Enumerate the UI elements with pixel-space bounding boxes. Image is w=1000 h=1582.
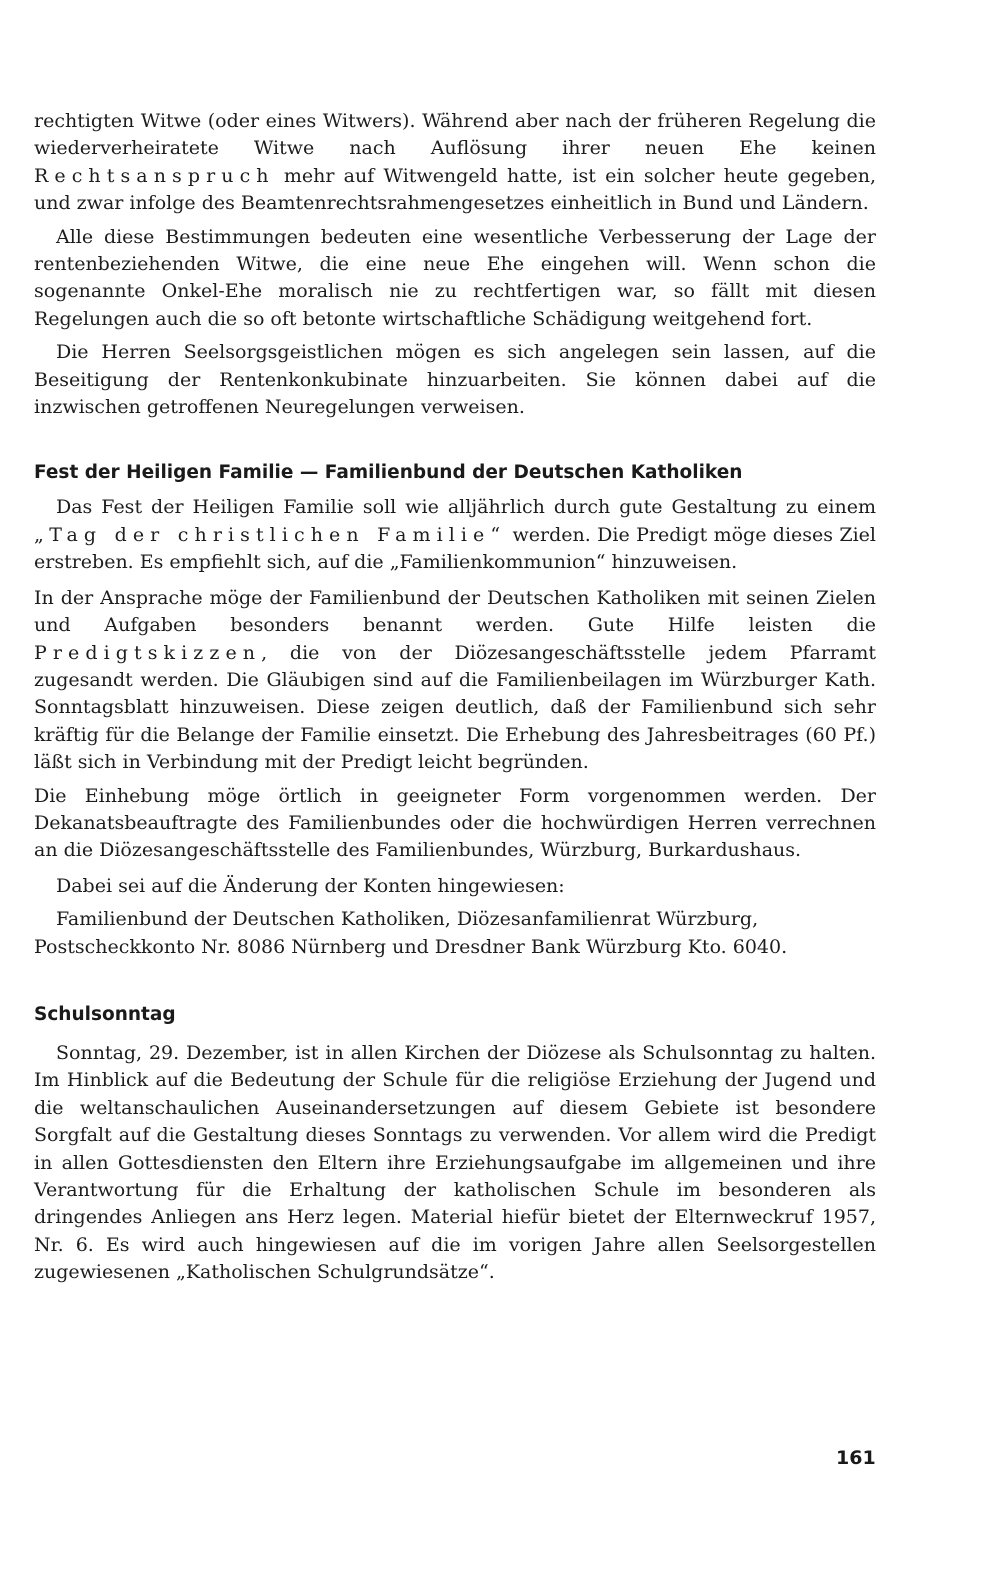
spaced-emphasis: Predigtskizzen — [34, 641, 262, 664]
paragraph-fest-heilige-familie — [34, 494, 876, 576]
paragraph-ansprache — [34, 585, 876, 777]
address-line: Postscheckkonto Nr. 8086 Nürnberg und Dresdner Bank Würzburg Kto. 6040. — [34, 935, 788, 958]
paragraph-witwe-regelung — [34, 108, 876, 218]
paragraph-seelsorgsgeistliche: Die Herren Seelsorgsgeistlichen mögen es sich angelegen sein lassen, auf die Beseitigung der Rentenkonkubinate hinzuarbeiten. Sie können dabei auf die inzwischen getroffenen Neuregelungen verweisen. — [34, 341, 876, 419]
account-address-block — [34, 906, 876, 961]
document-page — [34, 108, 876, 1287]
paragraph-text: In der Ansprache möge der Familienbund der Deutschen Katholiken mit seinen Zielen und Aufgaben besonders benannt werden. Gute Hilfe leisten die — [34, 586, 876, 637]
section-heading-schulsonntag: Schulsonntag — [34, 1003, 176, 1025]
spaced-emphasis: Rechtsanspruch — [34, 164, 275, 187]
section-heading-familienbund: Fest der Heiligen Familie — Familienbund der Deutschen Katholiken — [34, 462, 743, 484]
paragraph-text: Das Fest der Heiligen Familie soll wie alljährlich durch gute Gestaltung zu einem — [56, 496, 876, 519]
paragraph-text: , die von der Diözesangeschäftsstelle jedem Pfarramt zugesandt werden. Die Gläubigen sind auf die Familienbeilagen im Würzburger Kath. Sonntagsblatt hinzuweisen. Diese zeigen deutlich, daß der Familienbund sich sehr kräftig für die Belange der Familie einsetzt. Die Erhebung des Jahresbeitrages (60 Pf.) läßt sich in Verbindung mit der Predigt leicht begründen. — [34, 641, 876, 774]
paragraph-text: mehr auf Witwengeld hatte, ist ein solcher heute gegeben, und zwar infolge des Beamtenrechtsrahmengesetzes einheitlich in Bund und Ländern. — [34, 164, 876, 215]
paragraph-bestimmungen: Alle diese Bestimmungen bedeuten eine wesentliche Verbesserung der Lage der rentenbeziehenden Witwe, die eine neue Ehe eingehen will. Wenn schon die sogenannte Onkel-Ehe moralisch nie zu rechtfertigen war, so fällt mit diesen Regelungen auch die so oft betonte wirtschaftliche Schädigung weitgehend fort. — [34, 225, 876, 330]
paragraph-text: rechtigten Witwe (oder eines Witwers). Während aber nach der früheren Regelung die wiederverheiratete Witwe nach Auflösung ihrer neuen Ehe keinen — [34, 110, 876, 160]
paragraph-konten-hinweis: Dabei sei auf die Änderung der Konten hingewiesen: — [56, 874, 565, 897]
paragraph-text: werden. Die Predigt möge dieses Ziel erstreben. Es empfiehlt sich, auf die „Familienkommunion“ hinzuweisen. — [34, 523, 876, 574]
paragraph-einhebung: Die Einhebung möge örtlich in geeigneter Form vorgenommen werden. Der Dekanatsbeauftragte des Familienbundes oder die hochwürdigen Herren verrechnen an die Diözesangeschäftsstelle des Familienbundes, Würzburg, Burkardushaus. — [34, 784, 876, 862]
spaced-emphasis: „Tag der christlichen Familie“ — [34, 523, 507, 546]
page-number: 161 — [836, 1447, 876, 1469]
address-line: Familienbund der Deutschen Katholiken, Diözesanfamilienrat Würzburg, — [56, 908, 759, 931]
paragraph-schulsonntag: Sonntag, 29. Dezember, ist in allen Kirchen der Diözese als Schulsonntag zu halten. Im Hinblick auf die Bedeutung der Schule für die religiöse Erziehung der Jugend und die weltanschaulichen Auseinandersetzungen auf diesem Gebiete ist besondere Sorgfalt auf die Gestaltung dieses Sonntags zu verwenden. Vor allem wird die Predigt in allen Gottesdiensten den Eltern ihre Erziehungsaufgabe im allgemeinen und ihre Verantwortung für die Erhaltung der katholischen Schule im besonderen als dringendes Anliegen ans Herz legen. Material hiefür bietet der Elternweckruf 1957, Nr. 6. Es wird auch hingewiesen auf die im vorigen Jahre allen Seelsorgestellen zugewiesenen „Katholischen Schulgrundsätze“. — [34, 1041, 876, 1284]
